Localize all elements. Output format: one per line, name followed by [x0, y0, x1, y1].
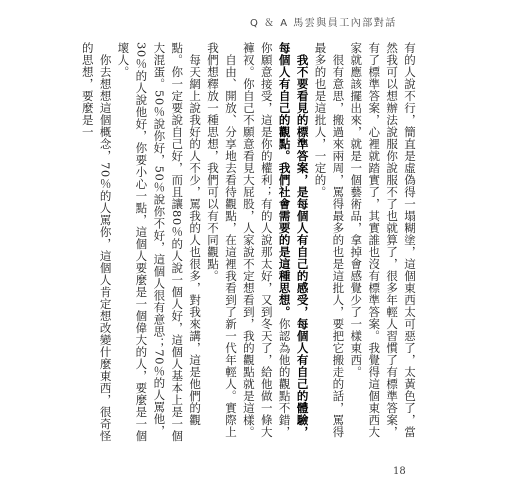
paragraph-6: 你去想想這個概念，70％的人罵你，這個人肯定想改變什麼東西，很奇怪的思想，要麼是一 — [80, 42, 113, 442]
paragraph-5: 每天網上說我好的人不少，罵我的人也很多，對我來講，這是他們的觀點。你一定要說自己好，而且讓80％的人說一個人好，這個人基本上是一個大混蛋。50％說你好，50％說你不好，這個人很有意思；70％的人罵他，30％的人說他好，你要小心一點，這個人要麼是一個偉大的人，要麼是一個壞人。 — [116, 42, 203, 442]
paragraph-3-rest: 你認為他的觀點不錯，你願意接受，這是你的權利；有的人說那太好，又到冬天了，給他做一條大褲衩。你自己不願意看見大屁股，人家說不定想看到，我的觀點就是這樣。 — [241, 42, 292, 438]
page-number: 18 — [393, 466, 406, 477]
emphasized-text: 我不要看見的標準答案，是每個人有自己的感受，每個人有自己的體驗，每個人有自己的觀點。我們社會需要的是這種思想。 — [277, 42, 310, 438]
body-text — [78, 42, 418, 442]
paragraph-1: 有的人說不行，簡直是虛偽得一塌糊塗，這個東西太可惡了，太黃色了，當然我可以想辦法說服你說服不了也就算了，很多年輕人習慣了有標準答案，有了標準答案，心裡就踏實了，其實誰也沒有標準答案。我覺得這個東西大家就應該擺出來，就是一個藝術品，拿掉會感覺少了一樣東西。 — [349, 42, 417, 438]
paragraph-4: 自由、開放、分享地去看待觀點，在這裡我看到了新一代年輕人。實際上我們想釋放一種思想，我們可以有不同觀點。 — [206, 42, 238, 438]
paragraph-2: 很有意思，搬過來兩周，罵得最多的也是這批人，要把它搬走的話，罵得最多的也是這批人，一定的。 — [313, 42, 346, 438]
running-header: Q ＆ A 馬雲與員工內部對話 — [250, 18, 397, 29]
paragraph-3 — [239, 42, 311, 442]
